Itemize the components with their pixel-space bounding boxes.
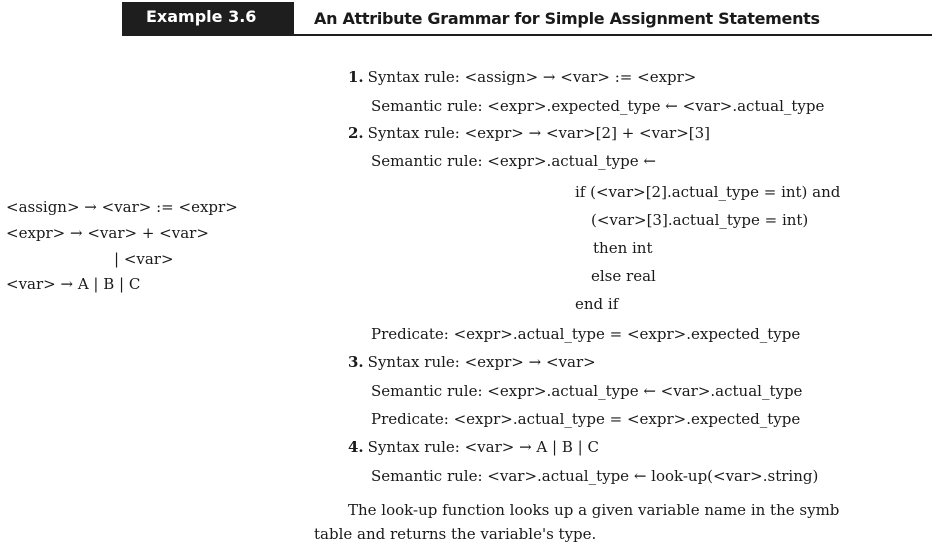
- rule-line: Semantic rule: <expr>.expected_type ← <var>.actual_type: [371, 97, 825, 115]
- rule-line: [348, 437, 599, 457]
- example-label: Example 3.6: [146, 7, 257, 26]
- rule-line: else real: [591, 267, 656, 285]
- rule-number: 2.: [348, 124, 364, 142]
- rule-line: if (<var>[2].actual_type = int) and: [575, 183, 841, 201]
- header-rule: [122, 34, 932, 36]
- rule-line: Predicate: <expr>.actual_type = <expr>.expected_type: [371, 325, 801, 343]
- rule-text: Syntax rule: <expr> → <var>[2] + <var>[3]: [367, 124, 711, 142]
- rule-line: Semantic rule: <var>.actual_type ← look-up(<var>.string): [371, 467, 819, 485]
- grammar-line: <expr> → <var> + <var>: [6, 224, 209, 242]
- rule-text: Syntax rule: <expr> → <var>: [367, 353, 596, 371]
- rule-number: 3.: [348, 353, 364, 371]
- rule-text: Syntax rule: <var> → A | B | C: [367, 438, 599, 456]
- rule-line: [348, 123, 710, 143]
- rule-text: Syntax rule: <assign> → <var> := <expr>: [367, 68, 697, 86]
- paragraph-line: table and returns the variable's type.: [314, 525, 597, 543]
- rule-line: then int: [593, 239, 653, 257]
- explanation-paragraph: [314, 498, 936, 546]
- rule-line: Semantic rule: <expr>.actual_type ← <var>.actual_type: [371, 382, 803, 400]
- grammar-line: | <var>: [114, 250, 174, 268]
- rule-number: 1.: [348, 68, 364, 86]
- rule-line: [348, 67, 696, 87]
- rule-number: 4.: [348, 438, 364, 456]
- rule-line: Semantic rule: <expr>.actual_type ←: [371, 152, 656, 170]
- grammar-line: <var> → A | B | C: [6, 275, 141, 293]
- paragraph-line: The look-up function looks up a given variable name in the symb: [348, 501, 840, 519]
- rule-line: end if: [575, 295, 619, 313]
- rule-line: Predicate: <expr>.actual_type = <expr>.expected_type: [371, 410, 801, 428]
- rule-line: (<var>[3].actual_type = int): [591, 211, 809, 229]
- rule-line: [348, 352, 596, 372]
- example-title: An Attribute Grammar for Simple Assignment Statements: [314, 9, 820, 28]
- grammar-line: <assign> → <var> := <expr>: [6, 198, 238, 216]
